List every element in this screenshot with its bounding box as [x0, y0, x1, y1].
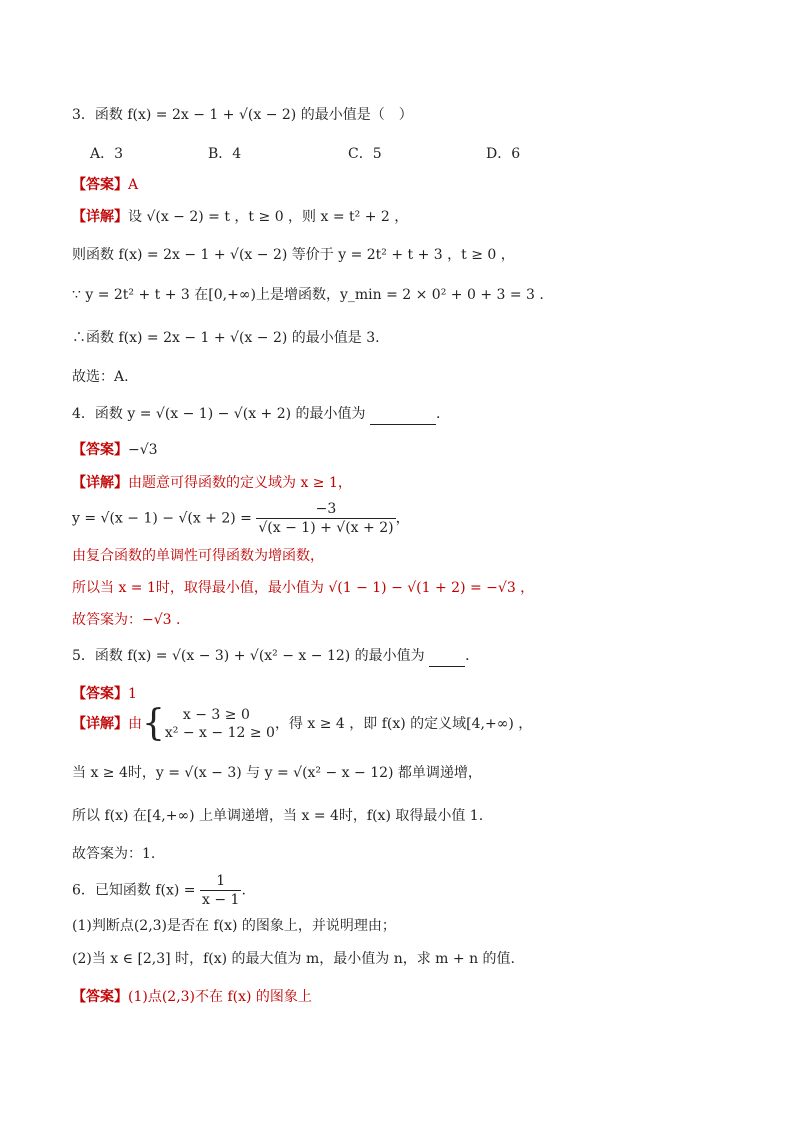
q4-detail-2: 由复合函数的单调性可得函数为增函数， — [72, 548, 324, 564]
q4-equation-end: ， — [395, 510, 410, 527]
q5-inequality-system — [165, 706, 275, 742]
q5-detail-2: 当 x ≥ 4时，y = √(x − 3) 与 y = √(x² − x − 12) 都单调递增， — [72, 765, 482, 781]
q3-detail-1 — [72, 207, 408, 227]
q5-answer-tag: 【答案】 — [72, 686, 128, 702]
q3-option-b: B．4 — [208, 146, 242, 162]
q4-detail-3: 所以当 x = 1时，取得最小值，最小值为 √(1 − 1) − √(1 + 2) = −√3 ， — [72, 580, 535, 596]
q3-options — [90, 144, 520, 164]
q4-stem-end: . — [436, 406, 441, 422]
q6-answer — [72, 987, 312, 1007]
q5-detail-3: 所以 f(x) 在[4,+∞) 上单调递增，当 x = 4时，f(x) 取得最小值 1. — [72, 808, 484, 824]
q4-answer-blank — [370, 404, 436, 425]
q5-system-line-2: x² − x − 12 ≥ 0 — [164, 725, 275, 741]
q3-answer-tag: 【答案】 — [72, 177, 128, 193]
q5-system-line-1: x − 3 ≥ 0 — [182, 707, 250, 723]
q6-answer-tag: 【答案】 — [72, 989, 128, 1005]
q5-answer-value: 1 — [128, 686, 137, 702]
q6-stem-prefix: 6．已知函数 f(x) = — [72, 882, 196, 899]
q4-detail-tag: 【详解】 — [72, 475, 128, 491]
q5-stem — [72, 646, 479, 667]
q4-detail-equation — [72, 500, 410, 537]
q3-detail-3: ∵ y = 2t² + t + 3 在[0,+∞)上是增函数，y_min = 2 × 0² + 0 + 3 = 3 . — [72, 287, 544, 303]
q3-detail-text-1: 设 √(x − 2) = t ，t ≥ 0 ，则 x = t² + 2 ， — [128, 209, 409, 225]
q6-fraction-denominator: x − 1 — [202, 892, 240, 908]
q3-answer-value: A — [128, 177, 139, 193]
q3-detail-2: 则函数 f(x) = 2x − 1 + √(x − 2) 等价于 y = 2t² + t + 3 ，t ≥ 0 ， — [72, 247, 515, 263]
q5-answer — [72, 684, 137, 704]
q4-equation-lhs: y = √(x − 1) − √(x + 2) = — [72, 510, 252, 527]
q6-answer-value: (1)点(2,3)不在 f(x) 的图象上 — [128, 989, 312, 1005]
q3-detail-tag: 【详解】 — [72, 209, 128, 225]
q3-stem: 3．函数 f(x) = 2x − 1 + √(x − 2) 的最小值是（ ） — [72, 107, 413, 123]
q3-option-c: C．5 — [348, 146, 382, 162]
q4-fraction-denominator: √(x − 1) + √(x + 2) — [258, 520, 394, 536]
q5-detail-prefix: 由 — [128, 716, 142, 732]
q6-fraction — [200, 872, 241, 909]
q5-answer-blank — [429, 646, 465, 667]
q5-detail-4: 故答案为：1. — [72, 846, 156, 862]
q4-detail-4: 故答案为：−√3 . — [72, 612, 181, 628]
q3-option-a: A．3 — [90, 146, 124, 162]
q3-detail-4: ∴函数 f(x) = 2x − 1 + √(x − 2) 的最小值是 3. — [72, 330, 380, 346]
q4-fraction — [256, 500, 395, 537]
q5-detail-1 — [72, 703, 533, 744]
q4-stem-text: 4．函数 y = √(x − 1) − √(x + 2) 的最小值为 — [72, 406, 366, 422]
q4-answer-tag: 【答案】 — [72, 442, 128, 458]
q4-stem — [72, 404, 440, 425]
q6-subquestion-1: (1)判断点(2,3)是否在 f(x) 的图象上，并说明理由； — [72, 918, 396, 934]
q6-subquestion-2: (2)当 x ∈ [2,3] 时，f(x) 的最大值为 m，最小值为 n，求 m + n 的值. — [72, 951, 515, 967]
q5-detail-tag: 【详解】 — [72, 716, 128, 732]
q4-detail-text-1: 由题意可得函数的定义域为 x ≥ 1， — [128, 475, 352, 491]
q4-detail-1 — [72, 473, 352, 493]
q5-detail-suffix: ，得 x ≥ 4 ，即 f(x) 的定义域[4,+∞) ， — [274, 716, 533, 732]
q3-detail-5: 故选：A. — [72, 369, 129, 385]
q6-fraction-numerator: 1 — [200, 872, 241, 891]
q3-option-d: D．6 — [486, 146, 521, 162]
q3-answer — [72, 175, 138, 195]
q6-stem — [72, 872, 246, 909]
q6-stem-end: . — [241, 882, 246, 899]
q5-stem-end: ． — [465, 648, 480, 664]
q4-answer-value: −√3 — [128, 442, 158, 458]
q4-answer — [72, 440, 158, 460]
q5-stem-text: 5．函数 f(x) = √(x − 3) + √(x² − x − 12) 的最小值为 — [72, 648, 425, 664]
q5-system-brace: { — [142, 703, 165, 744]
q4-fraction-numerator: −3 — [256, 500, 395, 519]
